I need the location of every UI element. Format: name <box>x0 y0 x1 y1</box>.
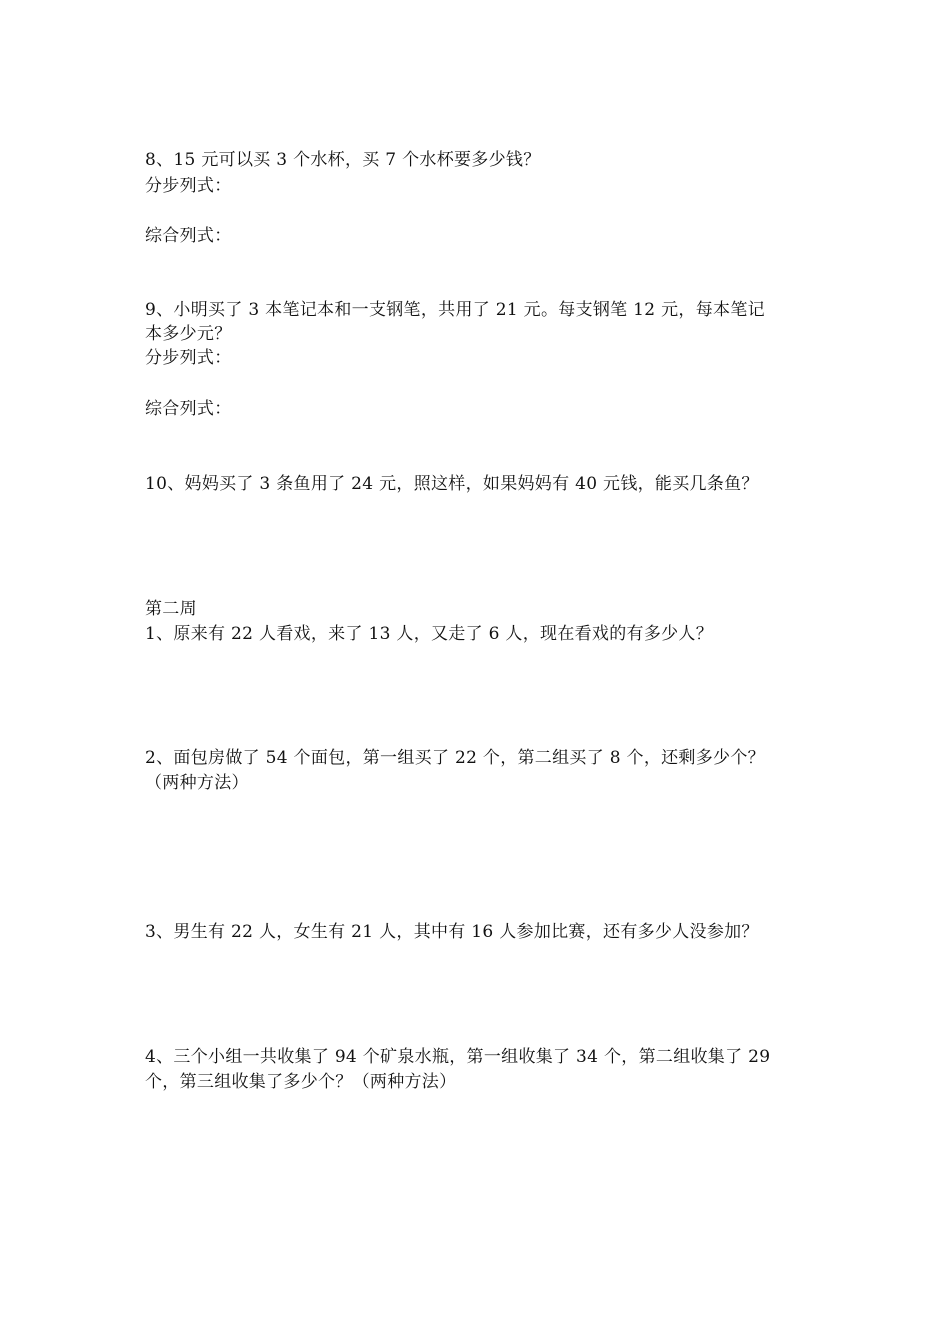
question-9-line2: 本多少元？ <box>145 324 232 344</box>
q8-combined-label: 综合列式： <box>145 226 232 246</box>
week2-question-2-line2: （两种方法） <box>145 773 249 793</box>
q9-step-label: 分步列式： <box>145 348 232 368</box>
week2-question-2-line1: 2、面包房做了 54 个面包，第一组买了 22 个，第二组买了 8 个，还剩多少个？ <box>145 748 765 768</box>
question-10: 10、妈妈买了 3 条鱼用了 24 元，照这样，如果妈妈有 40 元钱，能买几条鱼？ <box>145 474 759 494</box>
question-9-line1: 9、小明买了 3 本笔记本和一支钢笔，共用了 21 元。每支钢笔 12 元，每本笔记 <box>145 300 765 320</box>
week-two-heading: 第二周 <box>145 599 197 619</box>
q8-step-label: 分步列式： <box>145 176 232 196</box>
week2-question-3: 3、男生有 22 人，女生有 21 人，其中有 16 人参加比赛，还有多少人没参加？ <box>145 922 759 942</box>
week2-question-4-line2: 个，第三组收集了多少个？（两种方法） <box>145 1072 457 1092</box>
week2-question-4-line1: 4、三个小组一共收集了 94 个矿泉水瓶，第一组收集了 34 个，第二组收集了 29 <box>145 1047 771 1067</box>
q9-combined-label: 综合列式： <box>145 399 232 419</box>
week2-question-1: 1、原来有 22 人看戏，来了 13 人，又走了 6 人，现在看戏的有多少人？ <box>145 624 714 644</box>
question-8: 8、15 元可以买 3 个水杯，买 7 个水杯要多少钱？ <box>145 150 541 170</box>
